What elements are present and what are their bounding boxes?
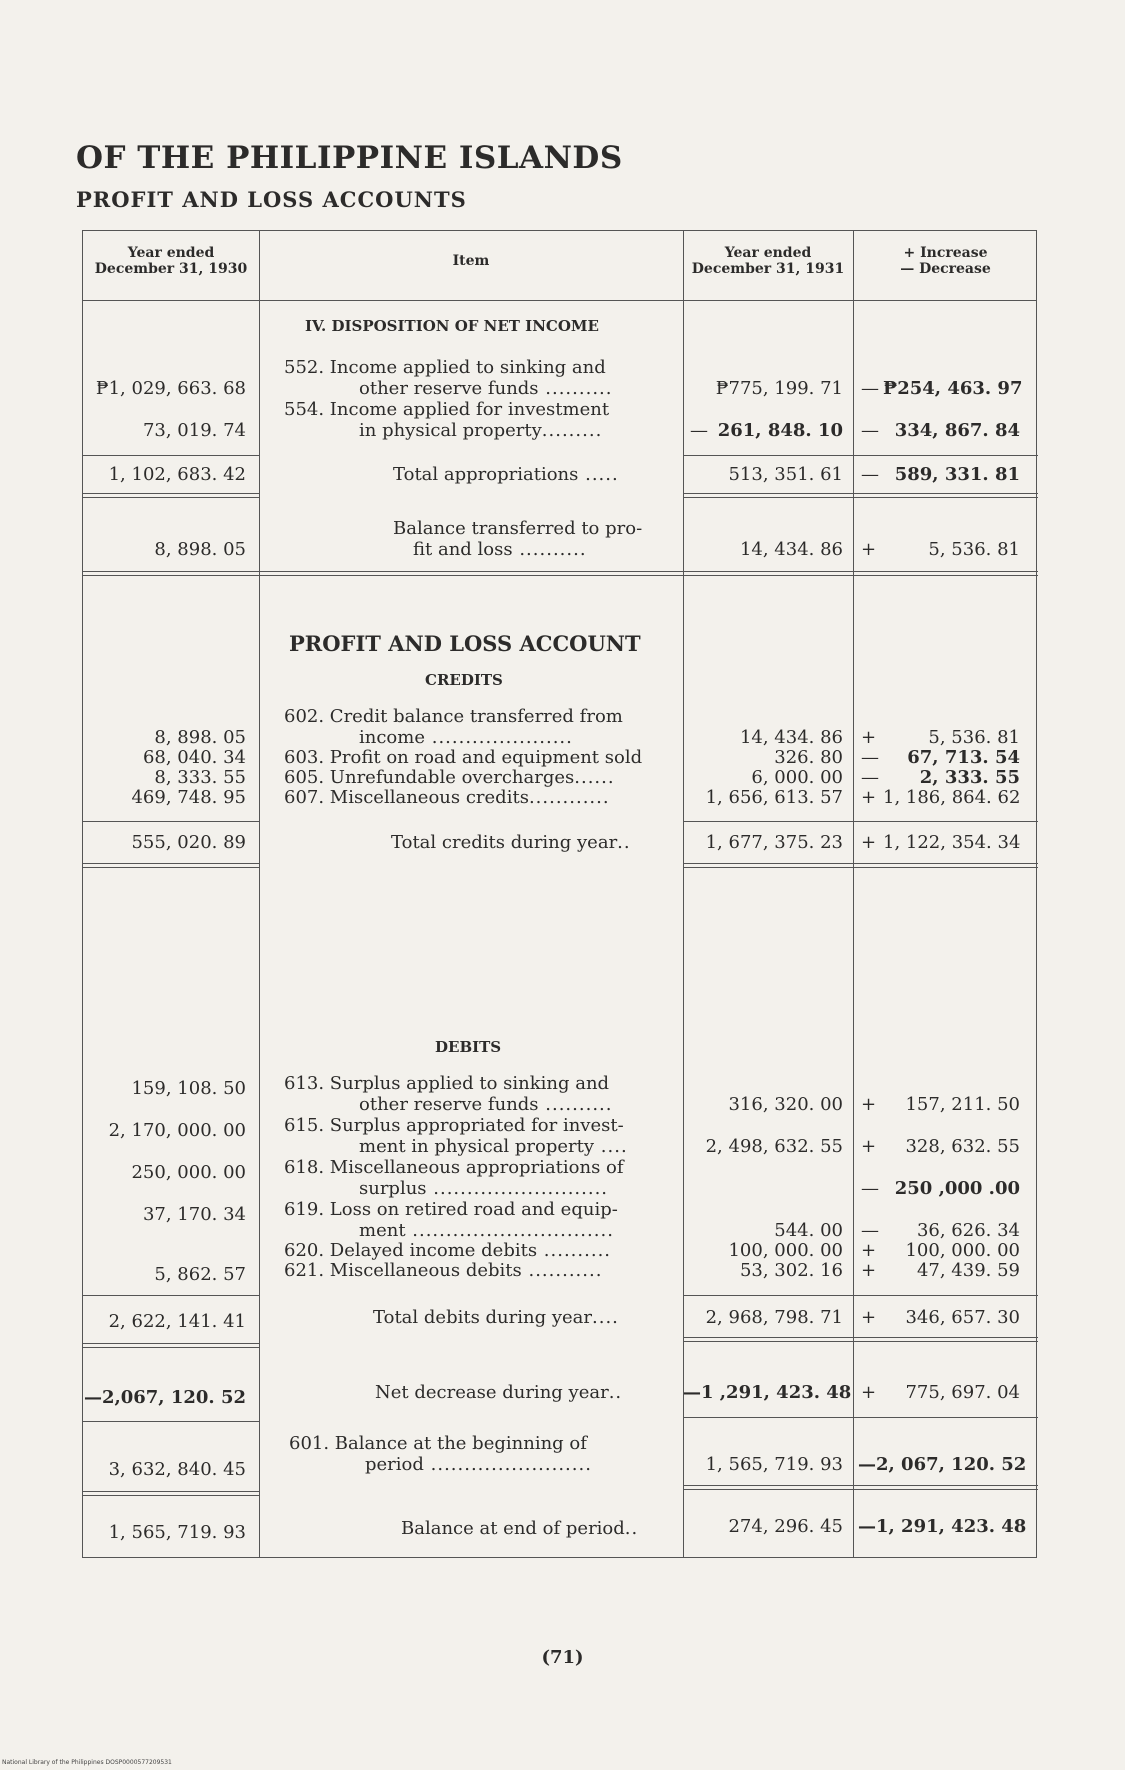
section-profit-loss: PROFIT AND LOSS ACCOUNT [289,631,641,656]
r618-1930: 250, 000. 00 [131,1162,246,1183]
item-613-line1: 613. Surplus applied to sinking and [284,1073,610,1094]
page-heading: OF THE PHILIPPINE ISLANDS [76,140,623,176]
r554-1931: 261, 848. 10 [717,420,843,441]
r613-sign: + [861,1094,877,1115]
item-605: 605. Unrefundable overcharges...... [284,767,615,788]
total-cr-change: 1, 122, 354. 34 [883,832,1021,853]
bal-end-change: —1, 291, 423. 48 [858,1516,1027,1537]
r554-sign: — [861,420,879,441]
double-rule [83,493,259,498]
section-credits: CREDITS [425,671,503,689]
r602-1930: 8, 898. 05 [154,727,246,748]
r619-1931: 544. 00 [774,1220,843,1241]
net-decrease-label: Net decrease during year.. [375,1382,623,1403]
sum-rule [683,1417,1038,1418]
total-debits-label: Total debits during year.... [373,1307,619,1328]
net-dec-1931: —1 ,291, 423. 48 [683,1382,852,1403]
sum-rule [83,821,259,822]
sum-rule [83,1295,259,1296]
item-615-line2: ment in physical property .... [359,1136,628,1157]
r554-1931-sign: — [690,420,708,441]
r619-1930: 37, 170. 34 [142,1204,246,1225]
item-554-line2: in physical property......... [359,420,603,441]
total-cr-1930: 555, 020. 89 [131,832,246,853]
net-dec-sign: + [861,1382,877,1403]
section-iv: IV. DISPOSITION OF NET INCOME [305,317,599,335]
total-db-change: 346, 657. 30 [905,1307,1020,1328]
bal-end-1931: 274, 296. 45 [728,1516,843,1537]
r605-change: 2, 333. 55 [919,767,1020,788]
double-rule [683,863,1038,868]
r602-sign: + [861,727,877,748]
sum-rule [83,455,259,456]
balance-transferred-line2: fit and loss .......... [413,539,587,560]
r602-change: 5, 536. 81 [928,727,1020,748]
item-620: 620. Delayed income debits .......... [284,1240,612,1261]
header-rule [83,300,1036,301]
r603-sign: — [861,747,879,768]
total-app-change: 589, 331. 81 [894,464,1020,485]
section-debits: DEBITS [435,1038,502,1056]
r621-1930: 5, 862. 57 [154,1264,246,1285]
total-db-1931: 2, 968, 798. 71 [705,1307,843,1328]
r615-1931: 2, 498, 632. 55 [705,1136,843,1157]
bal-end-1930: 1, 565, 719. 93 [108,1522,246,1543]
item-602-line2: income ..................... [359,727,573,748]
r603-1930: 68, 040. 34 [142,747,246,768]
item-602-line1: 602. Credit balance transferred from [284,706,623,727]
r613-1931: 316, 320. 00 [728,1094,843,1115]
double-rule [683,1485,1038,1490]
double-rule [83,1343,259,1348]
r605-sign: — [861,767,879,788]
r607-1931: 1, 656, 613. 57 [705,787,843,808]
r619-change: 36, 626. 34 [916,1220,1020,1241]
balance-tr-1930: 8, 898. 05 [154,539,246,560]
total-cr-1931: 1, 677, 375. 23 [705,832,843,853]
item-552-line2: other reserve funds .......... [359,378,613,399]
r620-1931: 100, 000. 00 [728,1240,843,1261]
item-607: 607. Miscellaneous credits............ [284,787,610,808]
page-number: (71) [541,1647,584,1668]
item-619-line2: ment .............................. [359,1220,614,1241]
r620-sign: + [861,1240,877,1261]
r552-sign: — [861,378,879,399]
r603-1931: 326. 80 [774,747,843,768]
r605-1931: 6, 000. 00 [751,767,843,788]
double-rule [83,863,259,868]
header-1930: Year ended December 31, 1930 [94,245,248,277]
r554-change: 334, 867. 84 [894,420,1020,441]
r613-change: 157, 211. 50 [905,1094,1020,1115]
item-554-line1: 554. Income applied for investment [284,399,610,420]
balance-tr-1931: 14, 434. 86 [739,539,843,560]
total-cr-sign: + [861,832,877,853]
total-db-1930: 2, 622, 141. 41 [108,1311,246,1332]
item-552-line1: 552. Income applied to sinking and [284,357,606,378]
r601-change: —2, 067, 120. 52 [858,1454,1027,1475]
net-dec-change: 775, 697. 04 [905,1382,1020,1403]
item-618-line1: 618. Miscellaneous appropriations of [284,1157,624,1178]
sum-rule [683,821,1038,822]
item-618-line2: surplus .......................... [359,1178,609,1199]
r618-change: 250 ,000 .00 [894,1178,1020,1199]
header-item: Item [452,253,490,269]
item-615-line1: 615. Surplus appropriated for invest- [284,1115,624,1136]
sum-rule [683,455,1038,456]
r602-1931: 14, 434. 86 [739,727,843,748]
r621-sign: + [861,1260,877,1281]
total-appropriations-label: Total appropriations ..... [393,464,619,485]
total-app-sign: — [861,464,879,485]
total-app-1931: 513, 351. 61 [728,464,843,485]
r607-change: 1, 186, 864. 62 [883,787,1021,808]
item-613-line2: other reserve funds .......... [359,1094,613,1115]
r618-sign: — [861,1178,879,1199]
total-app-1930: 1, 102, 683. 42 [108,464,246,485]
r621-change: 47, 439. 59 [916,1260,1020,1281]
total-db-sign: + [861,1307,877,1328]
net-dec-1930: —2,067, 120. 52 [83,1387,246,1408]
header-1931: Year ended December 31, 1931 [691,245,845,277]
item-601-line2: period ........................ [365,1454,592,1475]
page-subheading: PROFIT AND LOSS ACCOUNTS [76,187,467,212]
r619-sign: — [861,1220,879,1241]
column-divider [853,231,854,1557]
r615-sign: + [861,1136,877,1157]
r607-sign: + [861,787,877,808]
item-621: 621. Miscellaneous debits ........... [284,1260,603,1281]
r605-1930: 8, 333. 55 [154,767,246,788]
r615-1930: 2, 170, 000. 00 [108,1120,246,1141]
r552-1931: ₱775, 199. 71 [715,378,843,399]
balance-transferred-line1: Balance transferred to pro- [393,518,643,539]
r603-change: 67, 713. 54 [907,747,1020,768]
column-divider [259,231,260,1557]
r620-change: 100, 000. 00 [905,1240,1020,1261]
r552-change: ₱254, 463. 97 [883,378,1023,399]
header-change: + Increase — Decrease [900,245,991,277]
r621-1931: 53, 302. 16 [739,1260,843,1281]
r554-1930: 73, 019. 74 [142,420,246,441]
r613-1930: 159, 108. 50 [131,1078,246,1099]
sum-rule [83,1421,259,1422]
item-619-line1: 619. Loss on retired road and equip- [284,1199,618,1220]
item-601-line1: 601. Balance at the beginning of [289,1433,587,1454]
r615-change: 328, 632. 55 [905,1136,1020,1157]
double-rule [683,1337,1038,1342]
r607-1930: 469, 748. 95 [131,787,246,808]
balance-end-label: Balance at end of period.. [401,1518,639,1539]
item-603: 603. Profit on road and equipment sold [284,747,643,768]
archive-footer: National Library of the Philippines DOSP0000577209531 [2,1759,172,1766]
accounts-table [82,230,1037,1558]
balance-tr-sign: + [861,539,877,560]
balance-tr-change: 5, 536. 81 [928,539,1020,560]
total-credits-label: Total credits during year.. [391,832,631,853]
double-rule [83,1491,259,1496]
r601-1930: 3, 632, 840. 45 [108,1459,246,1480]
double-rule [83,571,1038,576]
double-rule [683,493,1038,498]
sum-rule [683,1295,1038,1296]
r601-1931: 1, 565, 719. 93 [705,1454,843,1475]
r552-1930: ₱1, 029, 663. 68 [95,378,246,399]
